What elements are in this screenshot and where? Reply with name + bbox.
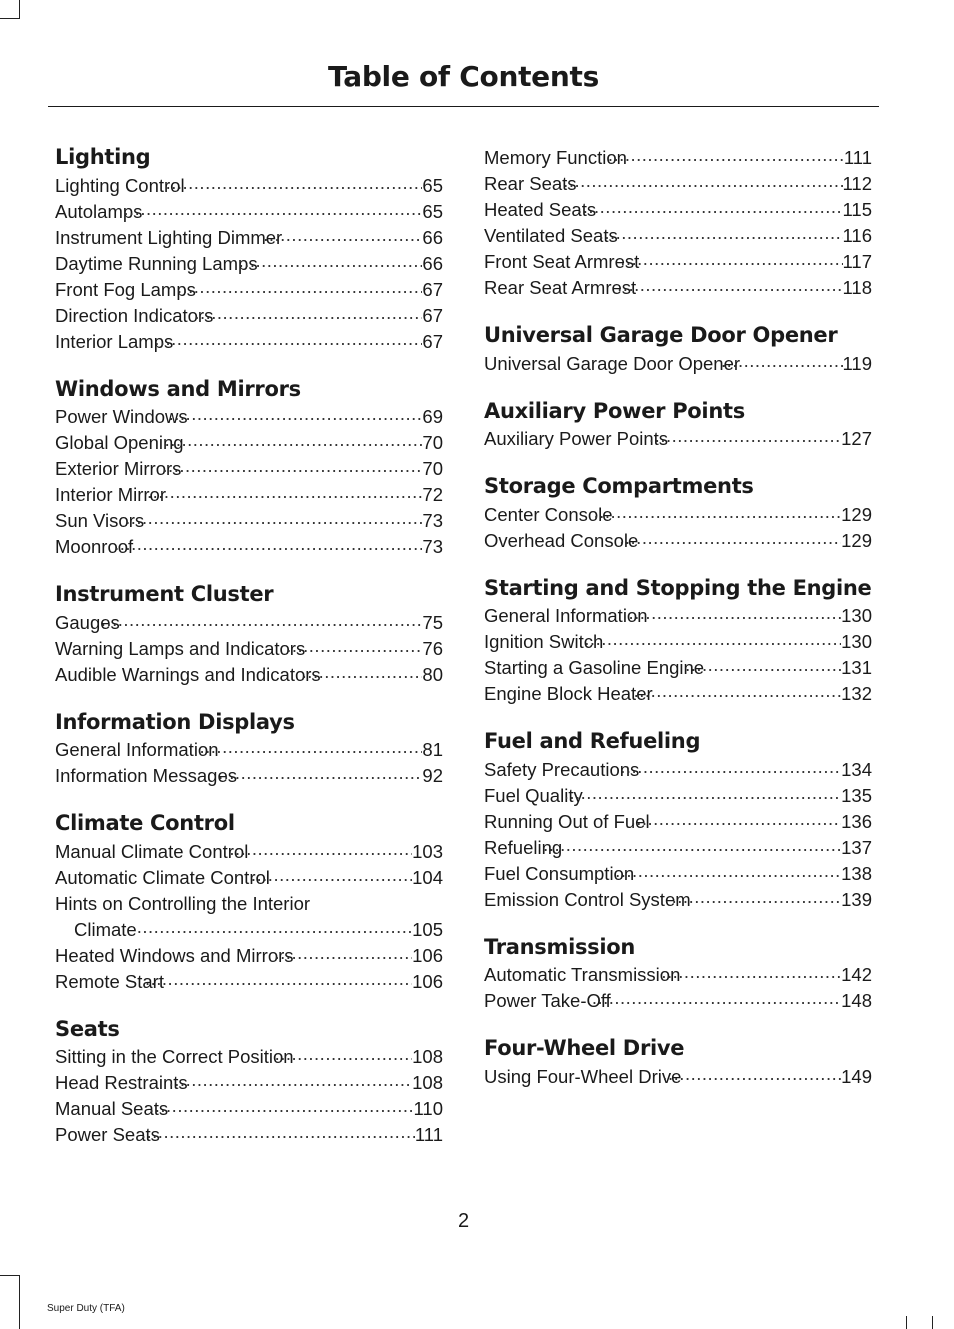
section-heading-auxiliary-power-points: Auxiliary Power Points: [484, 398, 745, 423]
page-title: Table of Contents: [328, 60, 599, 93]
section-heading-universal-garage-door-opener: Universal Garage Door Opener: [484, 323, 838, 347]
toc-entry-sun-visors[interactable]: [55, 508, 443, 534]
toc-entry-page: 135: [841, 783, 872, 809]
toc-entry-label: Gauges .....: [55, 612, 120, 633]
toc-entry-label: Rear Seat Armrest .....: [484, 277, 636, 298]
toc-entry-ignition-switch[interactable]: [484, 629, 872, 655]
toc-entry-page: 66: [422, 251, 443, 277]
toc-entry-page: 111: [844, 145, 872, 171]
toc-entry-manual-climate-control[interactable]: [55, 839, 443, 865]
toc-entry-label: Rear Seats .....: [484, 173, 577, 194]
toc-entry-label: Remote Start .....: [55, 971, 164, 992]
toc-entry-page: 106: [412, 969, 443, 995]
toc-entry-page: 127: [841, 426, 872, 452]
section-heading-instrument-cluster: Instrument Cluster: [55, 582, 274, 606]
toc-entry-audible-warnings-and-indicators[interactable]: [55, 662, 443, 688]
toc-entry-label: Head Restraints .....: [55, 1072, 188, 1093]
toc-entry-label: Moonroof .....: [55, 536, 133, 557]
toc-entry-page: 108: [412, 1044, 443, 1070]
crop-mark: [19, 1275, 20, 1329]
toc-entry-page: 66: [422, 225, 443, 251]
toc-entry-overhead-console[interactable]: [484, 528, 872, 554]
toc-entry-interior-mirror[interactable]: [55, 482, 443, 508]
section-heading-climate-control: Climate Control: [55, 811, 235, 835]
toc-entry-page: 139: [841, 887, 872, 913]
toc-entry-power-take-off[interactable]: [484, 988, 872, 1014]
section-heading-information-displays: Information Displays: [55, 709, 295, 734]
toc-entry-label: Center Console .....: [484, 504, 613, 525]
toc-entry-fuel-quality[interactable]: [484, 783, 872, 809]
toc-left-column: [55, 145, 443, 1170]
toc-entry-label: Interior Mirror .....: [55, 484, 166, 505]
toc-entry-list: [55, 737, 443, 789]
toc-entry-page: 106: [412, 943, 443, 969]
toc-entry-list: [55, 1044, 443, 1148]
toc-entry-page: 117: [843, 249, 873, 275]
toc-entry-label: Daytime Running Lamps .....: [55, 253, 258, 274]
toc-entry-global-opening[interactable]: [55, 430, 443, 456]
toc-entry-label: Power Seats .....: [55, 1124, 160, 1145]
toc-entry-label: Memory Function .....: [484, 147, 627, 168]
toc-entry-page: 111: [415, 1122, 443, 1148]
toc-entry-label: Automatic Transmission .....: [484, 964, 680, 985]
toc-entry-label: Direction Indicators .....: [55, 305, 213, 326]
toc-entry-list: [484, 145, 872, 301]
toc-entry-interior-lamps[interactable]: [55, 329, 443, 355]
toc-entry-label: Power Take-Off .....: [484, 990, 611, 1011]
toc-entry-memory-function[interactable]: [484, 145, 872, 171]
toc-right-column: [484, 145, 872, 1112]
toc-entry-starting-a-gasoline-engine[interactable]: [484, 655, 872, 681]
toc-entry-label: Ignition Switch .....: [484, 631, 603, 652]
toc-entry-page: 67: [422, 277, 443, 303]
toc-entry-sitting-in-the-correct-position[interactable]: [55, 1044, 443, 1070]
toc-entry-moonroof[interactable]: [55, 534, 443, 560]
toc-entry-page: 75: [422, 610, 443, 636]
toc-entry-label: Information Messages .....: [55, 765, 237, 786]
toc-entry-page: 148: [841, 988, 872, 1014]
toc-entry-label: Universal Garage Door Opener .....: [484, 353, 740, 374]
toc-entry-page: 137: [841, 835, 872, 861]
toc-entry-label: Front Fog Lamps .....: [55, 279, 196, 300]
toc-entry-page: 136: [841, 809, 872, 835]
crop-mark: [0, 18, 20, 19]
toc-entry-list: [484, 1064, 872, 1090]
toc-entry-page: 81: [422, 737, 443, 763]
toc-entry-information-messages[interactable]: [55, 763, 443, 789]
toc-entry-gauges[interactable]: [55, 610, 443, 636]
toc-entry-page: 67: [422, 303, 443, 329]
toc-entry-label: Using Four-Wheel Drive .....: [484, 1066, 681, 1087]
toc-entry-heated-seats[interactable]: [484, 197, 872, 223]
toc-entry-list: [55, 404, 443, 560]
crop-mark: [0, 1275, 20, 1276]
toc-entry-page: 115: [843, 197, 873, 223]
toc-entry-list: [484, 502, 872, 554]
toc-entry-label: General Information .....: [484, 605, 648, 626]
toc-entry-power-seats[interactable]: [55, 1122, 443, 1148]
footer-label: Super Duty (TFA): [47, 1303, 125, 1314]
toc-entry-manual-seats[interactable]: [55, 1096, 443, 1122]
toc-entry-label: Refueling .....: [484, 837, 562, 858]
toc-entry-center-console[interactable]: [484, 502, 872, 528]
toc-entry-power-windows[interactable]: [55, 404, 443, 430]
toc-entry-daytime-running-lamps[interactable]: [55, 251, 443, 277]
toc-entry-page: 130: [841, 629, 872, 655]
toc-entry-label: Overhead Console .....: [484, 530, 638, 551]
section-heading-lighting: Lighting: [55, 145, 151, 169]
toc-entry-list: [484, 426, 872, 452]
toc-entry-label: Interior Lamps .....: [55, 331, 173, 352]
toc-entry-safety-precautions[interactable]: [484, 757, 872, 783]
toc-entry-front-seat-armrest[interactable]: [484, 249, 872, 275]
toc-entry-page: 103: [412, 839, 443, 865]
toc-entry-list: [484, 757, 872, 913]
toc-entry-automatic-transmission[interactable]: [484, 962, 872, 988]
toc-entry-page: 76: [422, 636, 443, 662]
page-number: 2: [457, 1210, 470, 1232]
toc-entry-engine-block-heater[interactable]: [484, 681, 872, 707]
toc-entry-heated-windows-and-mirrors[interactable]: [55, 943, 443, 969]
toc-entry-label: Emission Control System .....: [484, 889, 691, 910]
toc-entry-page: 138: [841, 861, 872, 887]
toc-entry-page: 92: [422, 763, 443, 789]
toc-entry-label: Heated Windows and Mirrors .....: [55, 945, 294, 966]
section-heading-transmission: Transmission: [484, 934, 636, 959]
toc-entry-page: 80: [422, 662, 443, 688]
toc-entry-list: [484, 351, 872, 377]
title-rule: [48, 106, 879, 107]
toc-entry-list: [55, 173, 443, 355]
toc-entry-autolamps[interactable]: [55, 199, 443, 225]
toc-entry-page: 131: [841, 655, 872, 681]
toc-entry-list: [55, 610, 443, 688]
toc-entry-continuation: [74, 917, 443, 943]
toc-entry-label: Fuel Quality .....: [484, 785, 583, 806]
crop-mark: [932, 1316, 933, 1329]
toc-entry-page: 105: [412, 917, 443, 943]
toc-entry-label: Warning Lamps and Indicators .....: [55, 638, 305, 659]
toc-entry-label: Front Seat Armrest .....: [484, 251, 639, 272]
toc-entry-page: 142: [841, 962, 872, 988]
toc-entry-emission-control-system[interactable]: [484, 887, 872, 913]
toc-entry-label: Fuel Consumption .....: [484, 863, 634, 884]
toc-entry-page: 65: [422, 173, 443, 199]
toc-entry-ventilated-seats[interactable]: [484, 223, 872, 249]
toc-entry-label: Audible Warnings and Indicators .....: [55, 664, 321, 685]
toc-entry-page: 104: [412, 865, 443, 891]
toc-entry-page: 134: [841, 757, 872, 783]
toc-entry-exterior-mirrors[interactable]: [55, 456, 443, 482]
toc-entry-label: Starting a Gasoline Engine .....: [484, 657, 704, 678]
toc-entry-warning-lamps-and-indicators[interactable]: [55, 636, 443, 662]
crop-mark: [19, 0, 20, 18]
toc-entry-fuel-consumption[interactable]: [484, 861, 872, 887]
toc-entry-page: 70: [422, 430, 443, 456]
toc-entry-lighting-control[interactable]: [55, 173, 443, 199]
toc-entry-page: 73: [422, 508, 443, 534]
toc-entry-page: 110: [414, 1096, 444, 1122]
crop-mark: [906, 1316, 907, 1329]
toc-entry-label: Global Opening .....: [55, 432, 184, 453]
toc-entry-label: Running Out of Fuel .....: [484, 811, 650, 832]
toc-entry-direction-indicators[interactable]: [55, 303, 443, 329]
toc-entry-rear-seat-armrest[interactable]: [484, 275, 872, 301]
toc-entry-label: Heated Seats .....: [484, 199, 596, 220]
toc-entry-page: 132: [841, 681, 872, 707]
toc-entry-label: Manual Seats .....: [55, 1098, 168, 1119]
toc-entry-universal-garage-door-opener[interactable]: [484, 351, 872, 377]
section-heading-fuel-and-refueling: Fuel and Refueling: [484, 729, 701, 753]
toc-entry-general-information[interactable]: [55, 737, 443, 763]
toc-entry-label-continued: Climate .....: [74, 919, 137, 940]
toc-entry-label: Sun Visors .....: [55, 510, 144, 531]
toc-entry-page: 118: [843, 275, 873, 301]
section-heading-storage-compartments: Storage Compartments: [484, 474, 754, 498]
toc-entry-page: 149: [841, 1064, 872, 1090]
toc-entry-label: Exterior Mirrors .....: [55, 458, 181, 479]
toc-entry-label: General Information .....: [55, 739, 219, 760]
toc-entry-label: Autolamps .....: [55, 201, 142, 222]
section-heading-windows-and-mirrors: Windows and Mirrors: [55, 376, 301, 401]
toc-entry-using-four-wheel-drive[interactable]: [484, 1064, 872, 1090]
toc-entry-list: [484, 603, 872, 707]
toc-entry-page: 65: [422, 199, 443, 225]
toc-entry-label: Lighting Control .....: [55, 175, 185, 196]
section-heading-four-wheel-drive: Four-Wheel Drive: [484, 1036, 685, 1060]
toc-entry-rear-seats[interactable]: [484, 171, 872, 197]
toc-entry-refueling[interactable]: [484, 835, 872, 861]
toc-entry-list: [55, 839, 443, 995]
toc-entry-page: 69: [422, 404, 443, 430]
toc-entry-label: Automatic Climate Control .....: [55, 867, 270, 888]
section-heading-seats: Seats: [55, 1016, 120, 1041]
toc-entry-page: 72: [422, 482, 443, 508]
toc-entry-page: 67: [422, 329, 443, 355]
toc-entry-label: Auxiliary Power Points .....: [484, 428, 668, 449]
toc-entry-label: Ventilated Seats .....: [484, 225, 618, 246]
toc-entry-page: 129: [841, 502, 872, 528]
toc-entry-label: Manual Climate Control .....: [55, 841, 248, 862]
toc-entry-label: Safety Precautions .....: [484, 759, 639, 780]
toc-entry-page: 73: [422, 534, 443, 560]
toc-entry-page: 119: [843, 351, 873, 377]
toc-entry-page: 108: [412, 1070, 443, 1096]
toc-entry-auxiliary-power-points[interactable]: [484, 426, 872, 452]
toc-entry-remote-start[interactable]: [55, 969, 443, 995]
toc-entry-label: Instrument Lighting Dimmer .....: [55, 227, 282, 248]
toc-entry-page: 129: [841, 528, 872, 554]
toc-entry-page: 130: [841, 603, 872, 629]
toc-entry-hints-on-controlling-the-interior[interactable]: [55, 891, 443, 943]
toc-entry-front-fog-lamps[interactable]: [55, 277, 443, 303]
toc-entry-general-information[interactable]: [484, 603, 872, 629]
toc-entry-list: [484, 962, 872, 1014]
section-heading-starting-and-stopping-the-engine: Starting and Stopping the Engine: [484, 575, 872, 600]
toc-entry-label: Engine Block Heater .....: [484, 683, 653, 704]
toc-entry-label: Power Windows .....: [55, 406, 188, 427]
toc-entry-label: Sitting in the Correct Position .....: [55, 1046, 294, 1067]
toc-entry-automatic-climate-control[interactable]: [55, 865, 443, 891]
toc-entry-running-out-of-fuel[interactable]: [484, 809, 872, 835]
toc-entry-label: Hints on Controlling the Interior: [55, 892, 311, 914]
toc-entry-page: 116: [843, 223, 873, 249]
toc-entry-page: 70: [422, 456, 443, 482]
toc-entry-head-restraints[interactable]: [55, 1070, 443, 1096]
toc-entry-page: 112: [843, 171, 873, 197]
toc-entry-instrument-lighting-dimmer[interactable]: [55, 225, 443, 251]
